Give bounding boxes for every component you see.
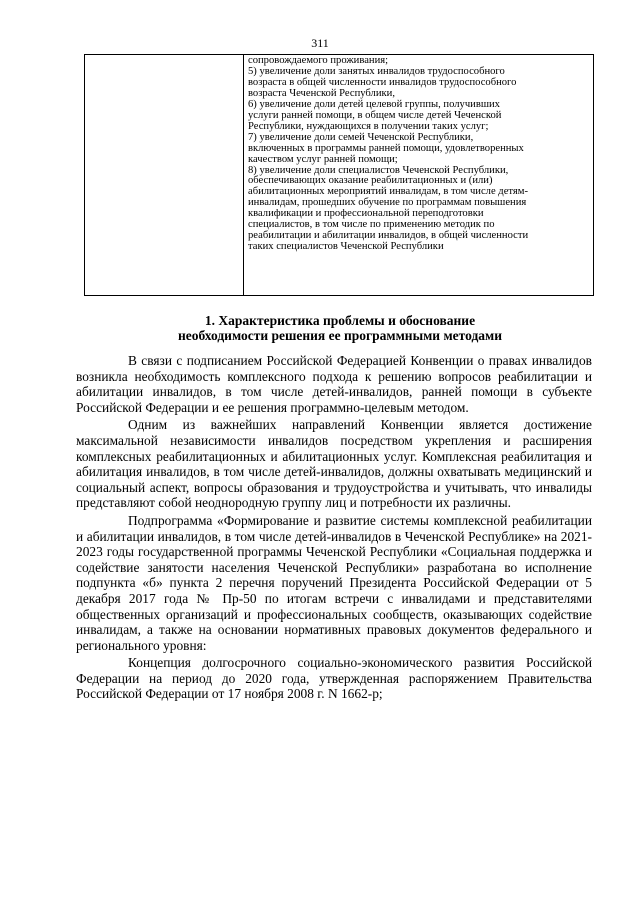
table-cell-line: квалификации и профессиональной переподготовки bbox=[248, 208, 484, 220]
table-column-divider bbox=[243, 55, 244, 295]
table-cell-line: специалистов, в том числе по применению методик по bbox=[248, 219, 495, 231]
table-cell-line: инвалидам, прошедших обучение по программам повышения bbox=[248, 197, 527, 209]
table-cell-line: 8) увеличение доли специалистов Чеченской Республики, bbox=[248, 164, 509, 176]
table-cell-line: включенных в программы ранней помощи, удовлетворенных bbox=[248, 142, 524, 154]
table-cell-line: качеством услуг ранней помощи; bbox=[248, 153, 398, 165]
table-cell-line: 7) увеличение доли семей Чеченской Республики, bbox=[248, 131, 474, 143]
table-cell-line: 6) увеличение доли детей целевой группы, получивших bbox=[248, 98, 500, 110]
table-cell-line: реабилитации и абилитации инвалидов, в общей численности bbox=[248, 230, 529, 242]
table-cell-line: возраста в общей численности инвалидов трудоспособного bbox=[248, 76, 517, 88]
table-cell-line: Республики, нуждающихся в получении таких услуг; bbox=[248, 120, 489, 132]
table-cell-line: услуги ранней помощи, в общем числе детей Чеченской bbox=[248, 109, 502, 121]
table-cell-line: таких специалистов Чеченской Республики bbox=[248, 241, 444, 253]
table-cell-line: 5) увеличение доли занятых инвалидов трудоспособного bbox=[248, 65, 505, 77]
table-cell-line: обеспечивающих оказание реабилитационных и (или) bbox=[248, 175, 493, 187]
table-cell-line: сопровождаемого проживания; bbox=[248, 55, 389, 66]
table-cell-line: абилитационных мероприятий инвалидам, в том числе детям- bbox=[248, 186, 528, 198]
page-number: 311 bbox=[311, 36, 329, 50]
paragraph: Концепция долгосрочного социально-экономического развития Российской Федерации на период до 2020 года, утвержденная распоряжением Правительства Российской Федерации от 17 ноября 2008 г. N 1662-р; bbox=[76, 655, 592, 702]
table-cell-line: возраста Чеченской Республики, bbox=[248, 87, 395, 99]
table-right-cell bbox=[248, 56, 591, 253]
paragraph: Подпрограмма «Формирование и развитие системы комплексной реабилитации и абилитации инвалидов, в том числе детей-инвалидов в Чеченской Республике» на 2021-2023 годы государственной программы Чеченской Республики «Социальная поддержка и содействие занятости населения Чеченской Республики» разработана во исполнение подпункта «б» пункта 2 перечня поручений Президента Российской Федерации от 5 декабря 2017 года № Пр-50 по итогам встречи с инвалидами и представителями общественных организаций и профессиональных сообществ, оказывающих содействие инвалидам, а также на основании нормативных правовых документов федерального и регионального уровня: bbox=[76, 512, 592, 653]
paragraph: В связи с подписанием Российской Федерацией Конвенции о правах инвалидов возникла необходимость комплексного подхода к решению вопросов реабилитации и абилитации инвалидов, в том числе детей-инвалидов, ранней помощи в субъекте Российской Федерации и ее решения программно-целевым методом. bbox=[76, 353, 592, 415]
section-heading-line-1: 1. Характеристика проблемы и обоснование bbox=[204, 313, 476, 328]
body-text bbox=[76, 353, 592, 704]
section-heading-line-2: необходимости решения ее программными методами bbox=[177, 328, 503, 343]
paragraph: Одним из важнейших направлений Конвенции является достижение максимальной независимости инвалидов посредством укрепления и расширения комплексных реабилитационных и абилитационных услуг. Комплексная реабилитация и абилитация инвалидов, в том числе детей-инвалидов, должны охватывать медицинский и социальный аспект, вопросы образования и трудоустройства и учитывать, что инвалиды представляют собой неоднородную группу лиц и потребности их различны. bbox=[76, 417, 592, 511]
section-heading bbox=[60, 313, 620, 343]
indicators-table bbox=[84, 54, 594, 296]
